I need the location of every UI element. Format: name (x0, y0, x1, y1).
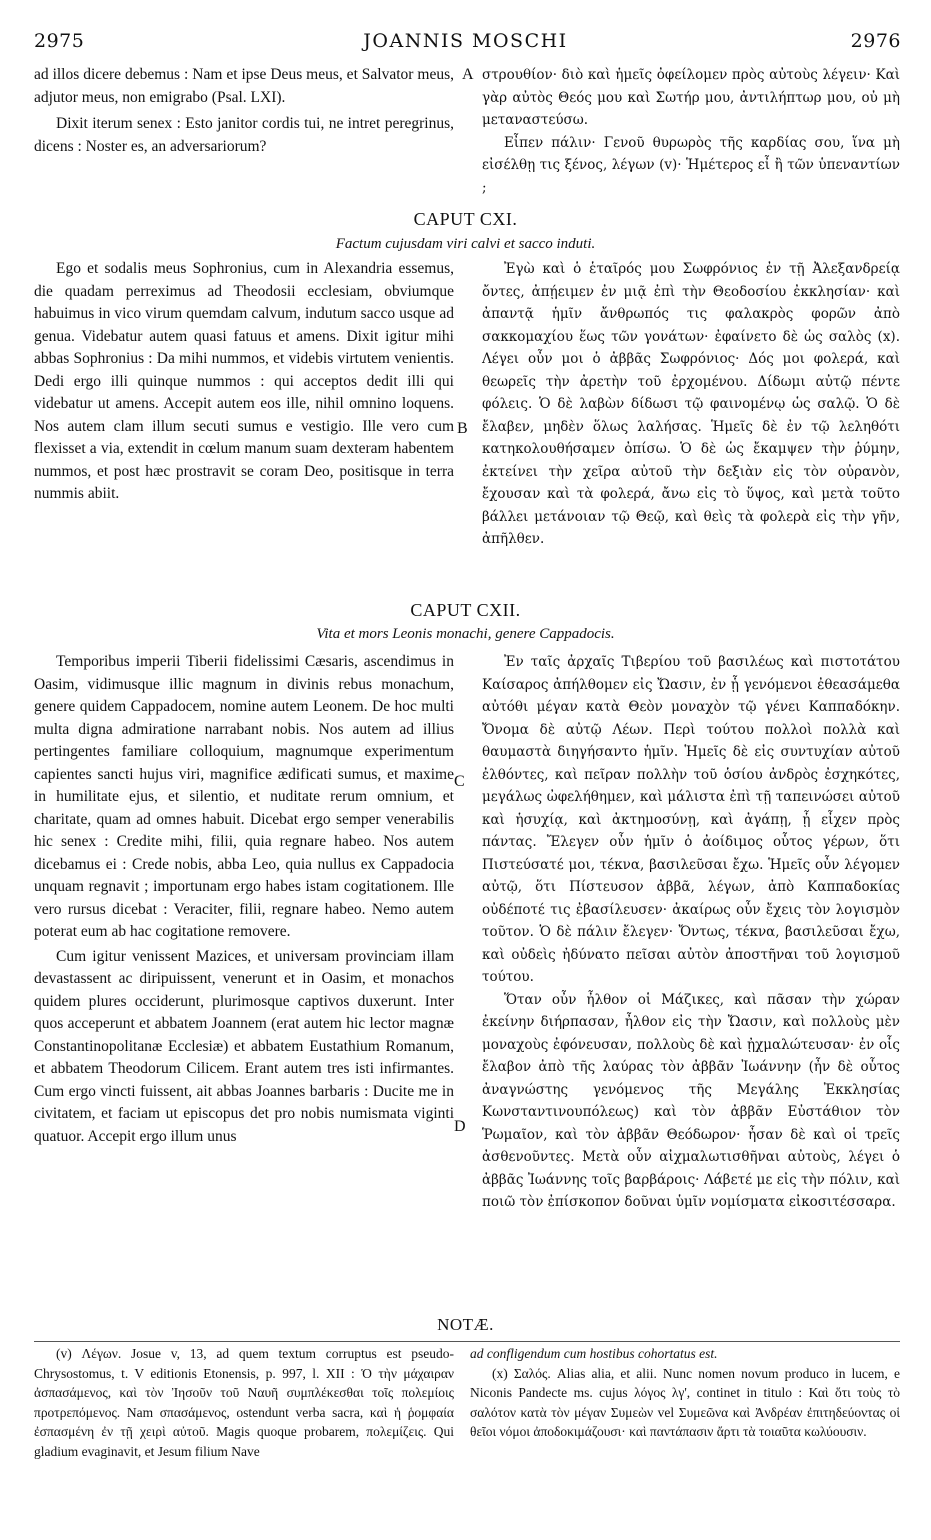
margin-marker-c: C (454, 773, 465, 790)
top-latin-paragraph-1: ad illos dicere debemus : Nam et ipse Deus meus, et Salvator meus, adjutor meus, non emigrabo (Psal. LXI). (34, 66, 454, 106)
note-x: (x) Σαλός. Alias alia, et alii. Nunc nomen novum produco in lucem, e Niconis Pandecte ms. cujus λόγος λγ', continet in titulo : Καὶ ὅτι τοὺς τὸ σαλότον κατὰ τὸν μέγαν Συμεὼν vel Συμεῶνα καὶ Ἀνδρέαν ἐπιτηδεύοντας οἱ θεῖοι νόμοι ἀποδοκιμάζουσι· καὶ παντάπασιν ἄρτι τὰ τοιαῦτα κωλύουσιν. (470, 1365, 900, 1439)
top-latin-column (34, 64, 454, 158)
notes-heading: NOTÆ. (437, 1315, 494, 1334)
notes-divider (34, 1341, 900, 1342)
caput-112-latin-paragraph-1: Temporibus imperii Tiberii fidelissimi Cæsaris, ascendimus in Oasim, vidimusque illic magnum in divinis rebus monachum, genere quidem Cappadocem, nomine autem Leonem. De hoc multi multa digna admiratione narrabant nobis. Nos autem ad illius pertingentes familiare colloquium, magnumque experimentum capientes sancti hujus viri, magnifice ædificati sumus, et maxime in humilitate ejus, et silentio, et nuditate rerum omnium, et charitate, quam ad omnes habuit. Dicebat ergo semper venerabilis hic senex : Credite mihi, filii, quia regnare habeo. Nos autem dicebamus ei : Crede nobis, abba Leo, quia nullus ex Cappadocia unquam regnavit ; importunam ergo habes istam cogitationem. Ille vero rursus dicebat : Veraciter, filii, regnare habeo. Nemo autem poterat eum ab hac cogitatione removere. (34, 653, 454, 940)
caput-112-greek-paragraph-1: Ἐν ταῖς ἀρχαῖς Τιβερίου τοῦ βασιλέως καὶ πιστοτάτου Καίσαρος ἀπήλθομεν εἰς Ὤασιν, ἐν ᾗ γενόμενοι ἐθεασάμεθα αὐτόθι μέγαν κατὰ Θεὸν μοναχὸν τῷ γένει Καππαδόκην. Ὄνομα δὲ αὐτῷ Λέων. Περὶ τούτου πολλοὶ πολλὰ καὶ θαυμαστὰ διηγήσαντο ἡμῖν. Ἡμεῖς δὲ εἰς συντυχίαν αὐτοῦ ἐλθόντες, καὶ πεῖραν πολλὴν τοῦ ὁσίου ἀνδρὸς ἐσχηκότες, μεγάλως ὠφελήθημεν, καὶ μάλιστα ἐπὶ τῇ ταπεινώσει αὐτοῦ καὶ ἡσυχίᾳ, καὶ ἀκτημοσύνῃ, καὶ ἀγάπῃ, ᾗ εἶχεν πρὸς πάντας. Ἔλεγεν οὖν ἡμῖν ὁ ἀοίδιμος οὗτος γέρων, ὅτι Πιστεύσατέ μοι, τέκνα, βασιλεῦσαι ἔχω. Ἡμεῖς οὖν λέγομεν αὐτῷ, ὅτι Πίστευσον ἀββᾶ, λέγων, ἀπὸ Καππαδοκίας οὐδέποτέ τις ἐβασίλευσεν· ἀκαίρως οὖν ἔχεις τὸν λογισμὸν τοῦτον. Ὁ δὲ πάλιν ἔλεγεν· Ὄντως, τέκνα, βασιλεῦσαι ἔχω, καὶ οὐδεὶς ἠδύνατο πεῖσαι αὐτὸν ἀποστῆναι τοῦ λογισμοῦ τούτου. (482, 654, 900, 985)
caput-112-greek (482, 651, 900, 1214)
notes-left-column (34, 1344, 454, 1461)
margin-marker-b: B (457, 420, 468, 437)
left-page-number: 2975 (34, 30, 85, 52)
caput-111-heading: CAPUT CXI. (413, 209, 518, 229)
caput-112-greek-paragraph-2: Ὅταν οὖν ἦλθον οἱ Μάζικες, καὶ πᾶσαν τὴν χώραν ἐκείνην διήρπασαν, ἦλθον εἰς τὴν Ὤασιν, καὶ πολλοὺς μὲν μοναχοὺς ἐφόνευσαν, πολλοὺς δὲ καὶ ᾐχμαλώτευσαν· ἐν οἷς ἔλαβον ἀπὸ τῆς λαύρας τὸν ἀββᾶν Ἰωάννην (ἦν δὲ οὗτος ἀναγνώστης γενόμενος τῆς Μεγάλης Ἐκκλησίας Κωνσταντινουπόλεως) καὶ τὸν ἀββᾶν Εὐστάθιον τὸν Ῥωμαῖον, καὶ τὸν ἀββᾶν Θεόδωρον· ἦσαν δὲ καὶ οἱ τρεῖς ἀσθενοῦντες. Μετὰ οὖν αἰχμαλωτισθῆναι αὐτοὺς, λέγει ὁ ἀββᾶς Ἰωάννης τοῖς βαρβάροις· Λάβετέ με εἰς τὴν πόλιν, καὶ ποιῶ τὸν ἐπίσκοπον δοῦναι ὑμῖν νομίσματα εἰκοσιτέσσαρα. (482, 991, 900, 1210)
margin-marker-a: A (462, 66, 474, 83)
caput-111-latin (34, 258, 454, 506)
top-latin-paragraph-2: Dixit iterum senex : Esto janitor cordis tui, ne intret peregrinus, dicens : Noster es, an adversariorum? (34, 115, 454, 155)
caput-111-latin-text: Ego et sodalis meus Sophronius, cum in Alexandria essemus, die quadam perreximus ad Theodosii ecclesiam, obviumque habuimus in vico virum quemdam calvum, indutum sacco usque ad genua. Videbatur autem quasi fatuus et amens. Dixit igitur mihi abbas Sophronius : Da mihi nummos, et videbis virtutem venientis. Dedi ergo illi quinque nummos : qui acceptos dedit illi qui videbatur ut amens. Accepit autem eos ille, nihil omnino loquens. Nos autem clam illum secuti sumus e vestigio. Ille vero cum flexisset a via, extendit in cœlum manum suam dexteram habentem nummos, et post hæc prostravit se coram Deo, positisque in terra nummis abiit. (34, 260, 454, 502)
caput-112-heading: CAPUT CXII. (410, 600, 521, 620)
caput-112-subtitle: Vita et mors Leonis monachi, genere Cappadocis. (316, 626, 615, 642)
caput-112-latin-paragraph-2: Cum igitur venissent Mazices, et universam provinciam illam devastassent ac diripuissent, venerunt et in Oasim, et monachos quidem plures occiderunt, plurimosque captivos duxerunt. Inter quos acceperunt et abbatem Joannem (erat autem hic lector magnæ Constantinopolitanæ Ecclesiæ) et abbatem Eustathium Romanum, et abbatem Theodorum Cilicem. Erant autem tres isti infirmantes. Cum ergo vincti fuissent, ait abbas Joannes barbaris : Ducite me in civitatem, et faciam ut episcopus det pro nobis numismata viginti quatuor. Accepit ergo illum unus (34, 947, 454, 1145)
right-page-number: 2976 (850, 30, 901, 52)
caput-111-greek (482, 258, 900, 551)
top-greek-paragraph-1: στρουθίον· διὸ καὶ ἡμεῖς ὀφείλομεν πρὸς αὐτοὺς λέγειν· Καὶ γὰρ αὐτὸς Θεός μου καὶ Σωτήρ μου, ἀντιλήπτωρ μου, οὐ μὴ μεταναστεύσω. (482, 67, 900, 128)
caput-111-greek-text: Ἐγὼ καὶ ὁ ἑταῖρός μου Σωφρόνιος ἐν τῇ Ἀλεξανδρείᾳ ὄντες, ἀπῄειμεν ἐν μιᾷ ἐπὶ τὴν Θεοδοσίου ἐκκλησίαν· καὶ ἀπαντᾷ ἡμῖν ἄνθρωπός τις φαλακρὸς φορῶν ἀπὸ σακκομαχίου ἕως τῶν γονάτων· ἐφαίνετο δὲ ὡς σαλὸς (x). Λέγει οὖν μοι ὁ ἀββᾶς Σωφρόνιος· Δός μοι φολερά, καὶ θεωρεῖς τὴν ἀρετὴν τοῦ ἐρχομένου. Δίδωμι αὐτῷ πέντε φόλεις. Ὁ δὲ λαβὼν δίδωσι τῷ φαινομένῳ ὡς σαλῷ. Ὁ δὲ ἔλαβεν, μηδὲν ὅλως λαλήσας. Ἡμεῖς δὲ ἐν τῷ λεληθότι κατηκολουθήσαμεν ὀπίσω. Ὁ δὲ ὡς ἔκαμψεν τὴν ῥύμην, ἐκτείνει τὴν χεῖρα αὐτοῦ τὴν δεξιὰν εἰς τὸν οὐρανὸν, ἔχουσαν καὶ τὰ φολερά, ἄνω εἰς τὸ ὕψος, καὶ μετὰ τοῦτο βάλλει μετάνοιαν τῷ Θεῷ, καὶ θεὶς τὰ φολερὰ εἰς τὴν γῆν, ἀπῆλθεν. (482, 261, 900, 547)
running-title: JOANNIS MOSCHI (363, 30, 568, 52)
top-greek-column (482, 64, 900, 199)
notes-right-column (470, 1344, 900, 1442)
note-v: (v) Λέγων. Josue v, 13, ad quem textum corruptus est pseudo-Chrysostomus, t. V editionis Etonensis, p. 997, l. XII : Ὁ τὴν μάχαιραν ἀσπασάμενος, καὶ τὸν Ἰησοῦν τοῦ Ναυῆ συμπλέκεσθαι τοῖς πολεμίοις προτρεπόμενος. Nam σπασάμενος, ostendunt verba sacra, καὶ ἡ ῥομφαία ἐσπασμένη ἐν τῇ χειρὶ αὐτοῦ. Magis quoque probarem, πολεμίζεις. Qui gladium evaginavit, et Jesum filium Nave (34, 1346, 454, 1459)
caput-112-latin (34, 651, 454, 1148)
caput-111-subtitle: Factum cujusdam viri calvi et sacco induti. (335, 236, 596, 252)
margin-marker-d: D (454, 1118, 466, 1135)
top-greek-paragraph-2: Εἶπεν πάλιν· Γενοῦ θυρωρὸς τῆς καρδίας σου, ἵνα μὴ εἰσέλθῃ τις ξένος, λέγων (v)· Ἡμέτερος εἶ ἢ τῶν ὑπεναντίων ; (482, 134, 900, 196)
note-v-continuation: ad confligendum cum hostibus cohortatus est. (470, 1346, 718, 1361)
